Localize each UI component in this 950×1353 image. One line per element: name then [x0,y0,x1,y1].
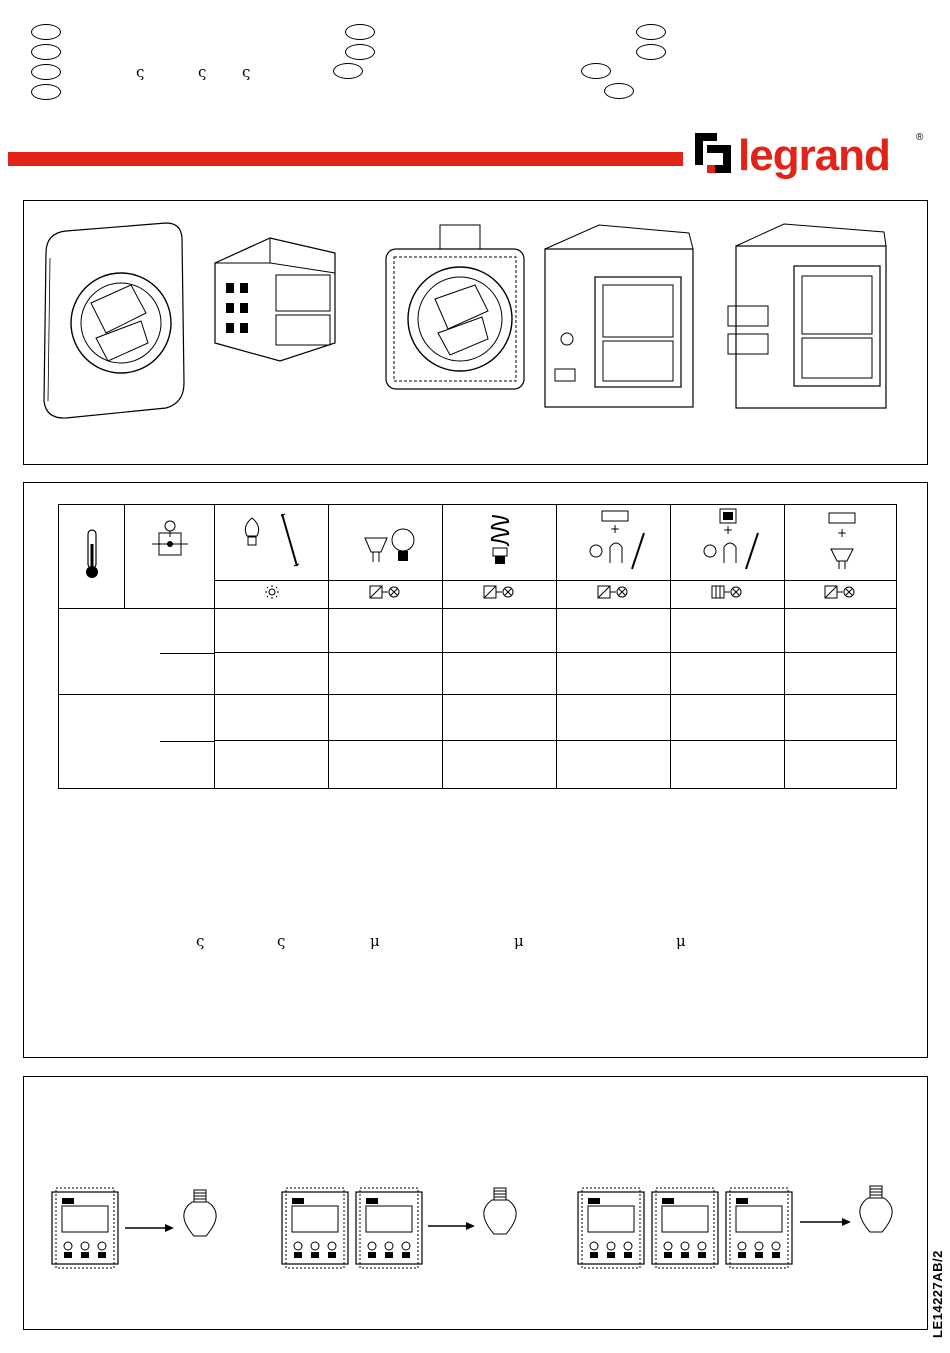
table-cell [557,741,671,789]
row-divider [160,653,215,654]
table-cell [329,609,443,653]
load-type-led-driver [785,505,897,581]
table-cell [671,653,785,695]
row-divider [160,741,215,742]
control-symbol [215,581,329,609]
cfl-lamp-icon [480,510,520,570]
language-marker [31,24,61,40]
led-lamps-icon [351,510,421,570]
svg-text:+: + [836,526,847,540]
registered-mark: ® [916,132,924,143]
detector-device-icon [652,1188,718,1268]
lamp-icon [184,1190,216,1236]
header-glyph: ς [242,63,251,81]
table-cell [329,653,443,695]
language-marker [333,63,363,79]
ferromagnetic-transformer-icon [574,507,654,573]
sun-icon [262,584,282,600]
load-type-led [329,505,443,581]
table-cell [443,653,557,695]
dimmer-lamp-icon [594,584,634,600]
dimmer-lamp-icon [480,584,520,600]
table-cell [557,609,671,653]
language-marker [604,83,634,99]
load-type-ferromagnetic [557,505,671,581]
control-symbol [443,581,557,609]
transformer-lamp-icon [708,584,748,600]
product-image-mosaic-module [210,233,340,363]
wiring-diagrams [30,1180,910,1270]
table-cell [329,741,443,789]
note-glyph: μ [676,932,686,950]
product-image-niloe [539,219,699,414]
table-cell [215,653,329,695]
detector-device-icon [726,1188,792,1268]
row-label [59,609,215,695]
product-image-dooxie [36,213,186,423]
load-type-incandescent [215,505,329,581]
dimmer-lamp-icon [821,584,861,600]
table-cell [785,741,897,789]
detector-device-icon [356,1188,422,1268]
control-symbol [671,581,785,609]
language-marker [636,24,666,40]
table-cell [785,653,897,695]
products-panel [23,200,928,465]
control-symbol [557,581,671,609]
load-type-electronic [671,505,785,581]
table-cell [785,695,897,741]
language-marker [31,64,61,80]
terminal-header [125,505,215,609]
note-glyph: ς [196,932,205,950]
product-image-celiane [380,219,530,399]
table-cell [557,653,671,695]
control-symbol [785,581,897,609]
temperature-header [59,505,125,609]
note-glyph: μ [370,932,380,950]
language-marker [345,24,375,40]
screw-terminal-icon [150,519,190,559]
svg-text:+: + [609,522,620,536]
language-marker [636,44,666,60]
table-cell [671,695,785,741]
loads-table [58,504,897,789]
table-cell [671,609,785,653]
led-driver-icon [811,507,871,573]
language-marker [581,63,611,79]
thermometer-icon [82,528,102,580]
electronic-transformer-icon [688,507,768,573]
legrand-logo-icon [693,131,733,175]
table-row [59,695,897,741]
detector-device-icon [578,1188,644,1268]
brand-wordmark: legrand [738,131,890,180]
brand-red-bar [8,152,683,166]
language-marker [345,44,375,60]
table-cell [443,695,557,741]
language-marker [31,44,61,60]
product-image-mosaic-link [724,216,894,416]
note-glyph: ς [277,932,286,950]
control-symbol [329,581,443,609]
load-type-cfl [443,505,557,581]
header-glyph: ς [136,63,145,81]
table-cell [215,741,329,789]
lamp-icon [484,1188,516,1234]
detector-device-icon [282,1188,348,1268]
dimmer-lamp-icon [366,584,406,600]
table-row [59,609,897,653]
table-cell [443,609,557,653]
language-marker [31,84,61,100]
table-cell [215,609,329,653]
note-glyph: μ [514,932,524,950]
table-cell [557,695,671,741]
document-code: LE14227AB/2 [930,1250,945,1338]
table-cell [785,609,897,653]
incandescent-halogen-icon [237,510,307,570]
table-cell [215,695,329,741]
header-glyph: ς [198,63,207,81]
table-cell [671,741,785,789]
detector-device-icon [52,1188,118,1268]
lamp-icon [860,1186,892,1232]
table-cell [443,741,557,789]
table-cell [329,695,443,741]
svg-text:+: + [722,523,733,537]
